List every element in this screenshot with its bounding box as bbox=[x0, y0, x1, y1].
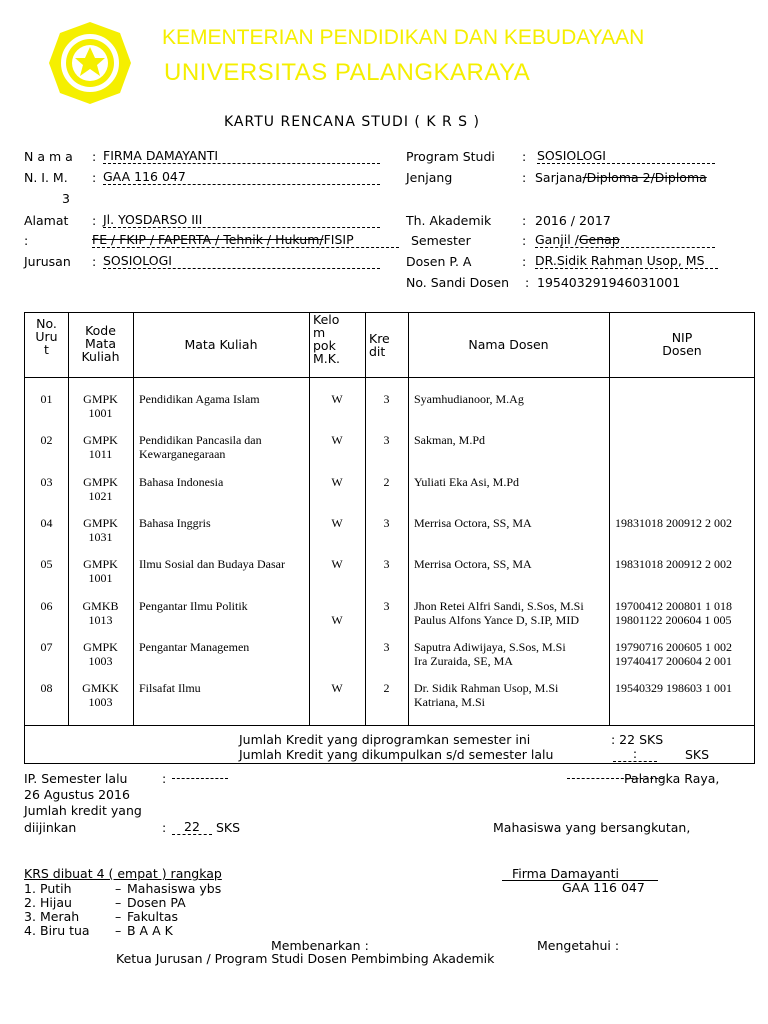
ip-label: IP. Semester lalu bbox=[24, 771, 128, 786]
copy-dash: – bbox=[115, 881, 122, 896]
program-value: SOSIOLOGI bbox=[537, 148, 715, 164]
university-heading: UNIVERSITAS PALANGKARAYA bbox=[164, 59, 531, 86]
table-cell-lecturer bbox=[414, 516, 609, 530]
table-divider bbox=[408, 313, 409, 725]
copy-color: Putih bbox=[40, 881, 72, 896]
semester-selected: Ganjil / bbox=[535, 232, 579, 247]
table-cell-line: Saputra Adiwijaya, S.Sos, M.Si bbox=[414, 640, 566, 654]
copy-color: Biru tua bbox=[40, 923, 90, 938]
table-cell-course bbox=[139, 681, 309, 695]
credit-allowed-value: 22 bbox=[172, 819, 212, 835]
table-cell-line: 1021 bbox=[88, 489, 113, 503]
table-cell-group: W bbox=[331, 516, 343, 530]
credit-allowed-unit: SKS bbox=[216, 820, 241, 835]
year-label: Th. Akademik bbox=[406, 213, 492, 228]
semester-value bbox=[535, 232, 715, 248]
name-label: N a m a bbox=[24, 149, 73, 164]
total-accumulated-label: Jumlah Kredit yang dikumpulkan s/d semester lalu bbox=[239, 747, 554, 762]
ip-colon: : bbox=[162, 771, 167, 786]
copy-recipient: Fakultas bbox=[127, 909, 179, 924]
table-cell-no: 08 bbox=[40, 681, 53, 695]
faculty-selected: FISIP bbox=[323, 232, 354, 247]
table-cell-line: 1001 bbox=[88, 571, 113, 585]
table-cell-line: 1013 bbox=[88, 613, 113, 627]
level-colon: : bbox=[522, 170, 527, 185]
table-cell-code bbox=[68, 475, 133, 503]
table-cell-line: GMKB bbox=[82, 599, 119, 613]
address-value: Jl. YOSDARSO III bbox=[103, 212, 380, 228]
table-cell-line: Sakman, M.Pd bbox=[414, 433, 486, 447]
place-label: Palangka Raya, bbox=[624, 771, 720, 786]
level-wrap-digit: 3 bbox=[62, 191, 70, 206]
copy-dash: – bbox=[115, 909, 122, 924]
year-value: 2016 / 2017 bbox=[535, 213, 611, 228]
faculty-struck-options: FE / FKIP / FAPERTA / Tehnik / Hukum/ bbox=[92, 232, 324, 247]
level-label: Jenjang bbox=[406, 170, 453, 185]
table-cell-line: Pengantar Ilmu Politik bbox=[139, 599, 248, 613]
table-cell-group: W bbox=[331, 681, 343, 695]
header-code: Kode Mata Kuliah bbox=[81, 323, 120, 364]
table-cell-credit: 2 bbox=[383, 475, 390, 489]
header-lecturer: Nama Dosen bbox=[468, 337, 549, 352]
table-cell-line: Bahasa Indonesia bbox=[139, 475, 224, 489]
table-cell-no: 05 bbox=[40, 557, 53, 571]
advisor-colon: : bbox=[522, 254, 527, 269]
table-cell-code bbox=[68, 557, 133, 585]
table-cell-line: Pendidikan Pancasila dan bbox=[139, 433, 262, 447]
major-colon: : bbox=[92, 254, 97, 269]
level-struck-options: /Diploma 2/Diploma bbox=[582, 170, 707, 185]
table-cell-no: 01 bbox=[40, 392, 53, 406]
table-cell-line: Katriana, M.Si bbox=[414, 695, 485, 709]
letter-date: 26 Agustus 2016 bbox=[24, 787, 130, 802]
table-divider bbox=[133, 313, 134, 725]
lecturer-code-colon: : bbox=[525, 275, 530, 290]
copies-title: KRS dibuat 4 ( empat ) rangkap bbox=[24, 866, 222, 881]
copy-recipient: Mahasiswa ybs bbox=[127, 881, 222, 896]
table-cell-line: Ira Zuraida, SE, MA bbox=[414, 654, 513, 668]
table-cell-line: Filsafat Ilmu bbox=[139, 681, 201, 695]
table-cell-credit: 3 bbox=[383, 599, 390, 613]
table-cell-line: Ilmu Sosial dan Budaya Dasar bbox=[139, 557, 285, 571]
table-cell-credit: 3 bbox=[383, 557, 390, 571]
table-cell-line: Pengantar Managemen bbox=[139, 640, 250, 654]
table-cell-line: GMPK bbox=[83, 640, 118, 654]
table-cell-code bbox=[68, 392, 133, 420]
table-cell-group: W bbox=[331, 392, 343, 406]
table-cell-course bbox=[139, 557, 309, 571]
header-nip: NIP Dosen bbox=[662, 330, 702, 358]
table-cell-line: GMPK bbox=[83, 475, 118, 489]
table-cell-line: 19740417 200604 2 001 bbox=[615, 654, 732, 668]
table-cell-no: 06 bbox=[40, 599, 53, 613]
table-cell-line: 19700412 200801 1 018 bbox=[615, 599, 732, 613]
signer-nim: GAA 116 047 bbox=[562, 880, 645, 895]
course-table bbox=[24, 312, 755, 764]
copy-dash: – bbox=[115, 895, 122, 910]
table-cell-lecturer bbox=[414, 640, 609, 668]
semester-colon: : bbox=[522, 233, 527, 248]
faculty-value bbox=[92, 232, 399, 248]
faculty-colon: : bbox=[24, 233, 29, 248]
credit-allowed-label-1: Jumlah kredit yang bbox=[24, 803, 142, 818]
table-cell-lecturer bbox=[414, 557, 609, 571]
table-cell-credit: 3 bbox=[383, 640, 390, 654]
student-signature-label: Mahasiswa yang bersangkutan, bbox=[493, 820, 691, 835]
table-cell-line: GMPK bbox=[83, 392, 118, 406]
credit-allowed-colon: : bbox=[162, 820, 167, 835]
table-cell-lecturer bbox=[414, 392, 609, 406]
semester-label: Semester bbox=[411, 233, 471, 248]
table-cell-code bbox=[68, 599, 133, 627]
table-cell-credit: 3 bbox=[383, 433, 390, 447]
known-label: Mengetahui : bbox=[537, 938, 620, 953]
university-logo bbox=[47, 20, 133, 106]
copy-number: 1. bbox=[24, 881, 36, 896]
table-cell-course bbox=[139, 433, 309, 461]
table-cell-lecturer bbox=[414, 599, 609, 627]
table-cell-line: GMPK bbox=[83, 557, 118, 571]
table-cell-code bbox=[68, 516, 133, 544]
table-cell-lecturer bbox=[414, 681, 609, 709]
table-cell-course bbox=[139, 475, 309, 489]
lecturer-code-value: 195403291946031001 bbox=[537, 275, 681, 290]
table-cell-line: Kewarganegaraan bbox=[139, 447, 226, 461]
semester-struck-option: Genap bbox=[578, 232, 620, 247]
table-cell-line: 19540329 198603 1 001 bbox=[615, 681, 732, 695]
name-colon: : bbox=[92, 149, 97, 164]
ip-blank bbox=[172, 778, 228, 779]
copy-color: Merah bbox=[40, 909, 80, 924]
table-cell-line: 19801122 200604 1 005 bbox=[615, 613, 732, 627]
table-cell-line: 1011 bbox=[88, 447, 113, 461]
table-divider bbox=[25, 725, 754, 726]
table-cell-line: Pendidikan Agama Islam bbox=[139, 392, 260, 406]
table-cell-line: Syamhudianoor, M.Ag bbox=[414, 392, 524, 406]
signer-name: Firma Damayanti bbox=[512, 866, 619, 881]
copy-number: 2. bbox=[24, 895, 36, 910]
program-label: Program Studi bbox=[406, 149, 495, 164]
table-cell-credit: 2 bbox=[383, 681, 390, 695]
major-value: SOSIOLOGI bbox=[103, 253, 380, 269]
nim-label: N. I. M. bbox=[24, 170, 68, 185]
table-cell-line: 19790716 200605 1 002 bbox=[615, 640, 732, 654]
table-cell-course bbox=[139, 640, 309, 654]
level-value bbox=[535, 170, 707, 185]
table-cell-line: Dr. Sidik Rahman Usop, M.Si bbox=[414, 681, 559, 695]
table-cell-line: GMPK bbox=[83, 516, 118, 530]
level-selected: Sarjana bbox=[535, 170, 583, 185]
table-cell-group: W bbox=[331, 433, 343, 447]
table-cell-nip bbox=[615, 681, 755, 695]
officials-label: Ketua Jurusan / Program Studi Dosen Pembimbing Akademik bbox=[116, 951, 495, 966]
address-colon: : bbox=[92, 213, 97, 228]
table-cell-line: Paulus Alfons Yance D, S.IP, MID bbox=[414, 613, 580, 627]
table-cell-line: GMKK bbox=[82, 681, 119, 695]
table-cell-line: Merrisa Octora, SS, MA bbox=[414, 516, 532, 530]
major-label: Jurusan bbox=[24, 254, 71, 269]
copy-recipient: Dosen PA bbox=[127, 895, 186, 910]
table-cell-line: Jhon Retei Alfri Sandi, S.Sos, M.Si bbox=[414, 599, 584, 613]
nim-colon: : bbox=[92, 170, 97, 185]
total-accumulated-unit: SKS bbox=[685, 747, 710, 762]
nim-value: GAA 116 047 bbox=[103, 169, 380, 185]
header-group: Kelo m pok M.K. bbox=[313, 312, 340, 366]
table-cell-nip bbox=[615, 557, 755, 571]
table-cell-no: 04 bbox=[40, 516, 53, 530]
table-cell-line: 1003 bbox=[88, 654, 113, 668]
table-cell-line: Yuliati Eka Asi, M.Pd bbox=[414, 475, 520, 489]
table-cell-line: Bahasa Inggris bbox=[139, 516, 211, 530]
table-cell-line: 1001 bbox=[88, 406, 113, 420]
header-no: No. Uru t bbox=[35, 316, 58, 357]
table-cell-no: 07 bbox=[40, 640, 53, 654]
ministry-heading: KEMENTERIAN PENDIDIKAN DAN KEBUDAYAAN bbox=[162, 26, 645, 49]
table-cell-line: GMPK bbox=[83, 433, 118, 447]
table-cell-course bbox=[139, 516, 309, 530]
copy-number: 4. bbox=[24, 923, 36, 938]
table-cell-nip bbox=[615, 599, 755, 627]
table-cell-credit: 3 bbox=[383, 392, 390, 406]
table-cell-line: Merrisa Octora, SS, MA bbox=[414, 557, 532, 571]
address-label: Alamat bbox=[24, 213, 69, 228]
advisor-label: Dosen P. A bbox=[406, 254, 472, 269]
table-cell-lecturer bbox=[414, 433, 609, 447]
table-cell-no: 02 bbox=[40, 433, 53, 447]
table-cell-nip bbox=[615, 640, 755, 668]
name-value: FIRMA DAMAYANTI bbox=[103, 148, 380, 164]
table-divider bbox=[609, 313, 610, 725]
copy-color: Hijau bbox=[40, 895, 72, 910]
table-cell-line: 1031 bbox=[88, 530, 113, 544]
table-cell-line: 1003 bbox=[88, 695, 113, 709]
table-cell-no: 03 bbox=[40, 475, 53, 489]
table-cell-line: 19831018 200912 2 002 bbox=[615, 557, 732, 571]
table-cell-lecturer bbox=[414, 475, 609, 489]
document-title: KARTU RENCANA STUDI ( K R S ) bbox=[224, 114, 480, 130]
header-credit: Kre dit bbox=[369, 331, 390, 359]
table-divider bbox=[25, 377, 754, 378]
copy-recipient: B A A K bbox=[127, 923, 173, 938]
table-cell-group: W bbox=[331, 613, 343, 627]
table-cell-course bbox=[139, 599, 309, 613]
year-colon: : bbox=[522, 213, 527, 228]
program-colon: : bbox=[522, 149, 527, 164]
lecturer-code-label: No. Sandi Dosen bbox=[406, 275, 510, 290]
advisor-value: DR.Sidik Rahman Usop, MS bbox=[535, 253, 718, 269]
total-planned-value: : 22 SKS bbox=[611, 732, 664, 747]
table-cell-line: 19831018 200912 2 002 bbox=[615, 516, 732, 530]
total-planned-label: Jumlah Kredit yang diprogramkan semester ini bbox=[239, 732, 531, 747]
table-cell-group: W bbox=[331, 557, 343, 571]
table-cell-code bbox=[68, 640, 133, 668]
table-cell-credit: 3 bbox=[383, 516, 390, 530]
total-accumulated-value: : bbox=[613, 746, 657, 762]
approved-label: Membenarkan : bbox=[271, 938, 369, 953]
table-cell-nip bbox=[615, 516, 755, 530]
copy-number: 3. bbox=[24, 909, 36, 924]
copy-dash: – bbox=[115, 923, 122, 938]
table-cell-course bbox=[139, 392, 309, 406]
table-cell-code bbox=[68, 681, 133, 709]
header-course: Mata Kuliah bbox=[184, 337, 258, 352]
credit-allowed-label-2: diijinkan bbox=[24, 820, 77, 835]
table-cell-group: W bbox=[331, 475, 343, 489]
table-cell-code bbox=[68, 433, 133, 461]
